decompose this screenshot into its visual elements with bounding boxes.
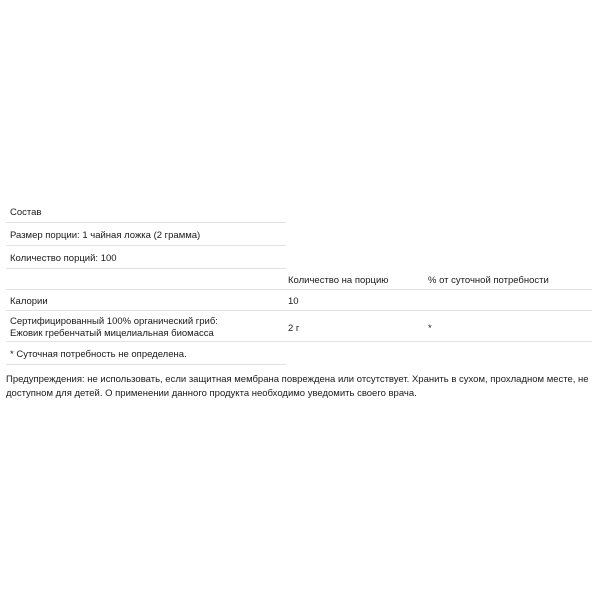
calories-amount: 10 (288, 296, 299, 307)
warning-text: Предупреждения: не использовать, если защитная мембрана повреждена или отсутствует. Хранить в сухом, прохладном месте, не доступном для детей. О применении данного продукта необходимо уведомить своего врача. (6, 374, 589, 399)
ingredient-label-line2: Ежовик гребенчатый мицелиальная биомасса (10, 328, 214, 339)
amount-per-serving-header: Количество на порцию (288, 275, 389, 286)
ingredient-daily-value: * (428, 323, 432, 334)
calories-label: Калории (10, 296, 48, 307)
ingredient-label (10, 316, 218, 340)
facts-title: Состав (10, 207, 42, 218)
servings-count: Количество порций: 100 (10, 253, 117, 264)
supplement-facts-table (6, 200, 592, 365)
table-header-row (6, 269, 592, 290)
ingredient-label-line1: Сертифицированный 100% органический гриб: (10, 316, 218, 327)
table-row (6, 290, 592, 311)
serving-size-row (6, 223, 286, 246)
daily-value-header: % от суточной потребности (428, 275, 549, 286)
servings-count-row (6, 246, 286, 269)
serving-size: Размер порции: 1 чайная ложка (2 грамма) (10, 230, 201, 241)
facts-title-row (6, 200, 286, 223)
table-row (6, 311, 592, 342)
footnote-row (6, 342, 286, 365)
ingredient-amount: 2 г (288, 323, 300, 334)
footnote: * Суточная потребность не определена. (10, 349, 187, 360)
